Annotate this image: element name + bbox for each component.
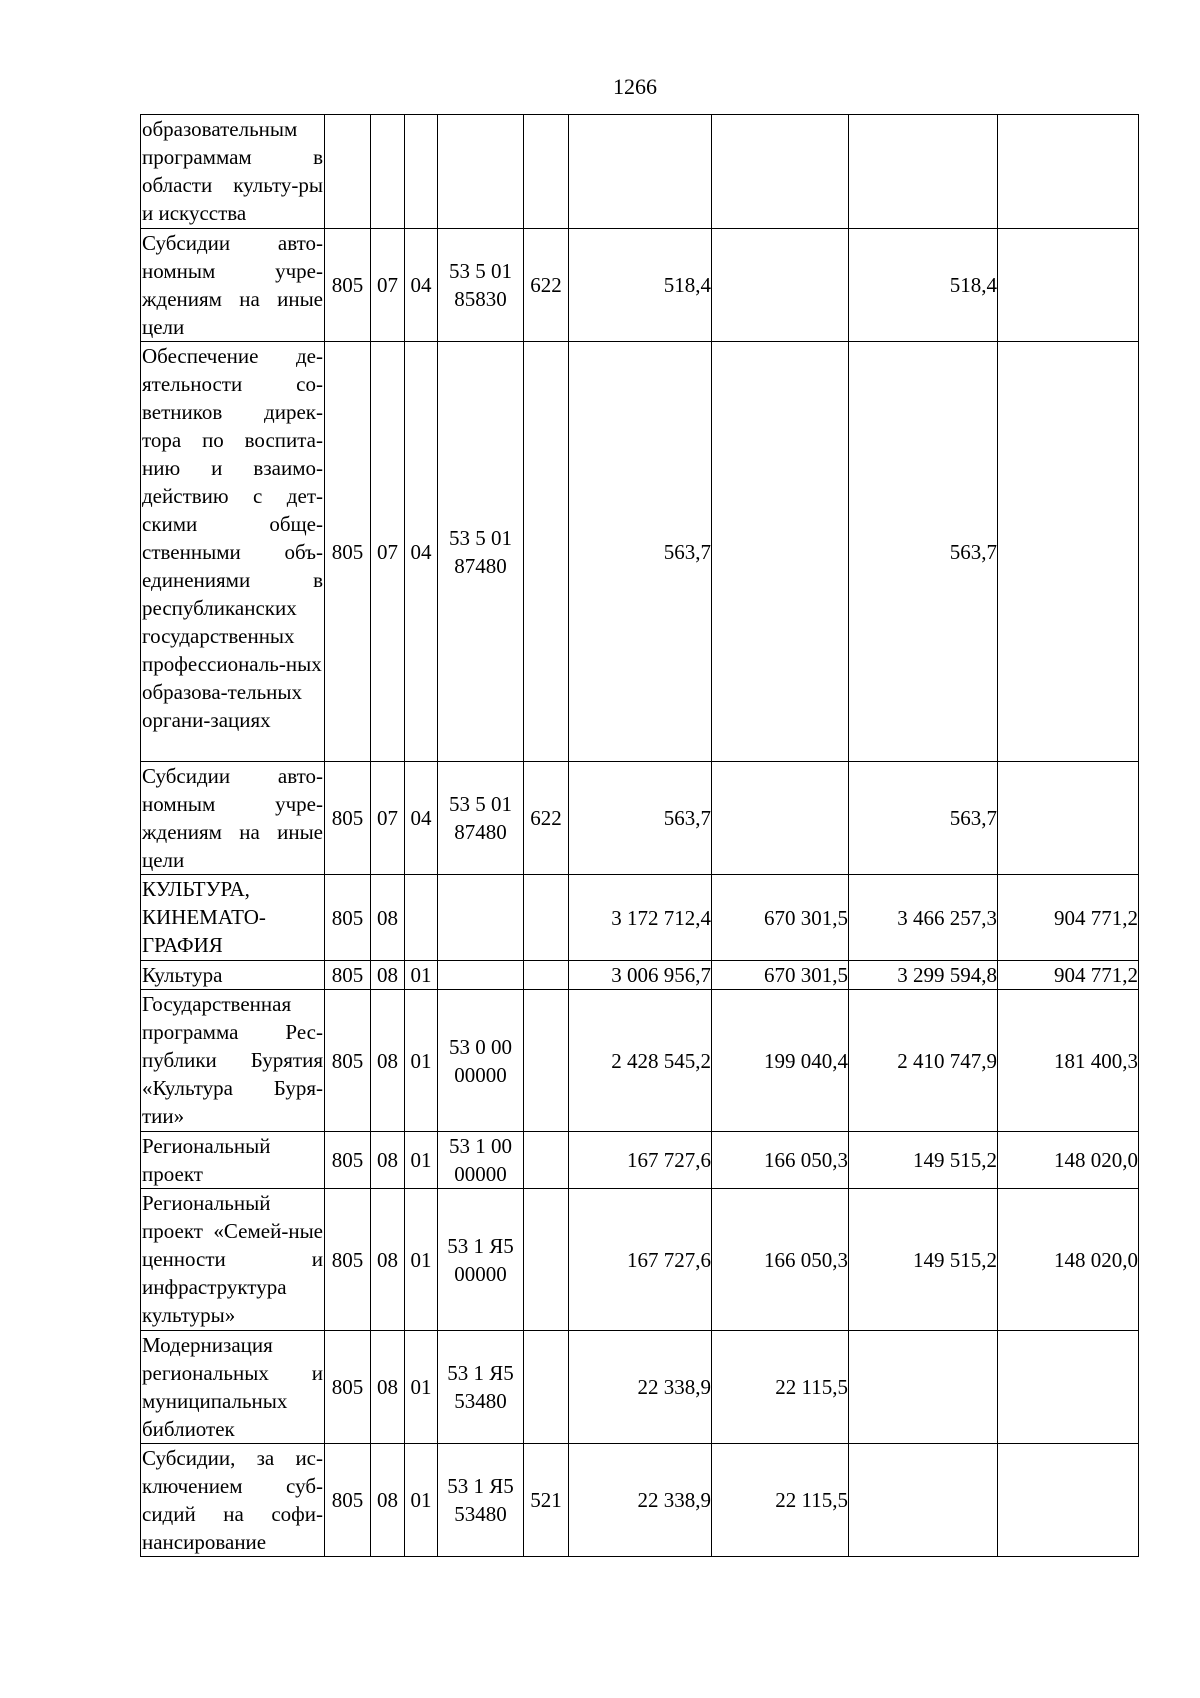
- amount-col-1: 167 727,6: [569, 1132, 712, 1189]
- section-code: 08: [371, 1132, 405, 1189]
- expense-type-code: [524, 875, 569, 961]
- target-article-code: 53 1 00 00000: [438, 1132, 524, 1189]
- amount-col-3: 518,4: [849, 229, 998, 342]
- section-code: 08: [371, 990, 405, 1132]
- expense-type-code: [524, 342, 569, 762]
- amount-col-2: [712, 229, 849, 342]
- section-code: 08: [371, 875, 405, 961]
- subsection-code: 04: [405, 342, 438, 762]
- amount-col-1: 22 338,9: [569, 1331, 712, 1444]
- amount-col-3: [849, 1444, 998, 1557]
- amount-col-1: [569, 115, 712, 229]
- ministry-code: 805: [325, 875, 371, 961]
- section-code: [371, 115, 405, 229]
- expense-type-code: 622: [524, 762, 569, 875]
- amount-col-4: [998, 229, 1139, 342]
- amount-col-4: [998, 1444, 1139, 1557]
- row-name: КУЛЬТУРА, КИНЕМАТО-ГРАФИЯ: [141, 875, 325, 961]
- target-article-code: 53 5 01 87480: [438, 762, 524, 875]
- ministry-code: 805: [325, 1132, 371, 1189]
- table-body: [141, 115, 1139, 1557]
- amount-col-4: [998, 115, 1139, 229]
- target-article-code: [438, 115, 524, 229]
- amount-col-4: 148 020,0: [998, 1189, 1139, 1331]
- amount-col-3: 563,7: [849, 762, 998, 875]
- amount-col-2: 199 040,4: [712, 990, 849, 1132]
- page-number: 1266: [613, 74, 657, 99]
- amount-col-2: 166 050,3: [712, 1189, 849, 1331]
- table-row: [141, 762, 1139, 875]
- amount-col-2: [712, 115, 849, 229]
- row-name: Региональный проект: [141, 1132, 325, 1189]
- amount-col-4: 181 400,3: [998, 990, 1139, 1132]
- row-name: образовательным программам в области культу-ры и искусства: [141, 115, 325, 229]
- amount-col-4: 148 020,0: [998, 1132, 1139, 1189]
- amount-col-4: [998, 1331, 1139, 1444]
- budget-table: [140, 114, 1139, 1557]
- section-code: 08: [371, 1444, 405, 1557]
- target-article-code: 53 5 01 85830: [438, 229, 524, 342]
- subsection-code: 04: [405, 229, 438, 342]
- section-code: 07: [371, 762, 405, 875]
- target-article-code: [438, 961, 524, 990]
- table-row: [141, 1331, 1139, 1444]
- amount-col-1: 167 727,6: [569, 1189, 712, 1331]
- expense-type-code: [524, 1132, 569, 1189]
- ministry-code: 805: [325, 1444, 371, 1557]
- table-row: [141, 342, 1139, 762]
- expense-type-code: [524, 1331, 569, 1444]
- row-name: Субсидии, за ис-ключением суб-сидий на софи-нансирование: [141, 1444, 325, 1557]
- amount-col-1: 563,7: [569, 762, 712, 875]
- subsection-code: [405, 115, 438, 229]
- amount-col-2: 22 115,5: [712, 1331, 849, 1444]
- row-name: Государственная программа Рес-публики Бурятия «Культура Буря-тии»: [141, 990, 325, 1132]
- amount-col-1: 563,7: [569, 342, 712, 762]
- table-row: [141, 961, 1139, 990]
- amount-col-1: 518,4: [569, 229, 712, 342]
- subsection-code: 01: [405, 990, 438, 1132]
- amount-col-3: 149 515,2: [849, 1132, 998, 1189]
- expense-type-code: 622: [524, 229, 569, 342]
- amount-col-1: 22 338,9: [569, 1444, 712, 1557]
- table-row: [141, 1444, 1139, 1557]
- subsection-code: 04: [405, 762, 438, 875]
- amount-col-3: 149 515,2: [849, 1189, 998, 1331]
- subsection-code: 01: [405, 1444, 438, 1557]
- amount-col-4: 904 771,2: [998, 875, 1139, 961]
- table-row: [141, 1132, 1139, 1189]
- ministry-code: [325, 115, 371, 229]
- amount-col-4: [998, 342, 1139, 762]
- target-article-code: [438, 875, 524, 961]
- amount-col-2: [712, 762, 849, 875]
- target-article-code: 53 1 Я5 53480: [438, 1444, 524, 1557]
- subsection-code: 01: [405, 1132, 438, 1189]
- row-name: Субсидии авто-номным учре-ждениям на иные цели: [141, 229, 325, 342]
- ministry-code: 805: [325, 990, 371, 1132]
- expense-type-code: [524, 990, 569, 1132]
- row-name: Субсидии авто-номным учре-ждениям на иные цели: [141, 762, 325, 875]
- target-article-code: 53 5 01 87480: [438, 342, 524, 762]
- table-row: [141, 115, 1139, 229]
- table-row: [141, 875, 1139, 961]
- table-row: [141, 1189, 1139, 1331]
- target-article-code: 53 0 00 00000: [438, 990, 524, 1132]
- ministry-code: 805: [325, 1189, 371, 1331]
- section-code: 07: [371, 342, 405, 762]
- row-name: Культура: [141, 961, 325, 990]
- amount-col-3: 3 466 257,3: [849, 875, 998, 961]
- section-code: 08: [371, 961, 405, 990]
- target-article-code: 53 1 Я5 53480: [438, 1331, 524, 1444]
- section-code: 08: [371, 1189, 405, 1331]
- ministry-code: 805: [325, 762, 371, 875]
- expense-type-code: [524, 1189, 569, 1331]
- amount-col-3: [849, 115, 998, 229]
- subsection-code: [405, 875, 438, 961]
- row-name: Обеспечение де-ятельности со-ветников дирек-тора по воспита-нию и взаимо-действию с дет-скими обще-ственными объ-единениями в республиканских государственных профессиональ-ных образова-тельных органи-зациях: [141, 342, 325, 762]
- amount-col-3: 2 410 747,9: [849, 990, 998, 1132]
- subsection-code: 01: [405, 1331, 438, 1444]
- ministry-code: 805: [325, 961, 371, 990]
- ministry-code: 805: [325, 1331, 371, 1444]
- amount-col-2: 166 050,3: [712, 1132, 849, 1189]
- amount-col-4: 904 771,2: [998, 961, 1139, 990]
- amount-col-3: [849, 1331, 998, 1444]
- amount-col-1: 3 006 956,7: [569, 961, 712, 990]
- row-name: Региональный проект «Семей-ные ценности и инфраструктура культуры»: [141, 1189, 325, 1331]
- target-article-code: 53 1 Я5 00000: [438, 1189, 524, 1331]
- amount-col-2: 670 301,5: [712, 961, 849, 990]
- amount-col-1: 3 172 712,4: [569, 875, 712, 961]
- amount-col-2: 670 301,5: [712, 875, 849, 961]
- table-row: [141, 990, 1139, 1132]
- amount-col-3: 563,7: [849, 342, 998, 762]
- amount-col-4: [998, 762, 1139, 875]
- subsection-code: 01: [405, 961, 438, 990]
- amount-col-2: 22 115,5: [712, 1444, 849, 1557]
- expense-type-code: 521: [524, 1444, 569, 1557]
- ministry-code: 805: [325, 342, 371, 762]
- table-row: [141, 229, 1139, 342]
- amount-col-2: [712, 342, 849, 762]
- ministry-code: 805: [325, 229, 371, 342]
- amount-col-1: 2 428 545,2: [569, 990, 712, 1132]
- expense-type-code: [524, 115, 569, 229]
- amount-col-3: 3 299 594,8: [849, 961, 998, 990]
- expense-type-code: [524, 961, 569, 990]
- section-code: 07: [371, 229, 405, 342]
- row-name: Модернизация региональных и муниципальных библиотек: [141, 1331, 325, 1444]
- section-code: 08: [371, 1331, 405, 1444]
- subsection-code: 01: [405, 1189, 438, 1331]
